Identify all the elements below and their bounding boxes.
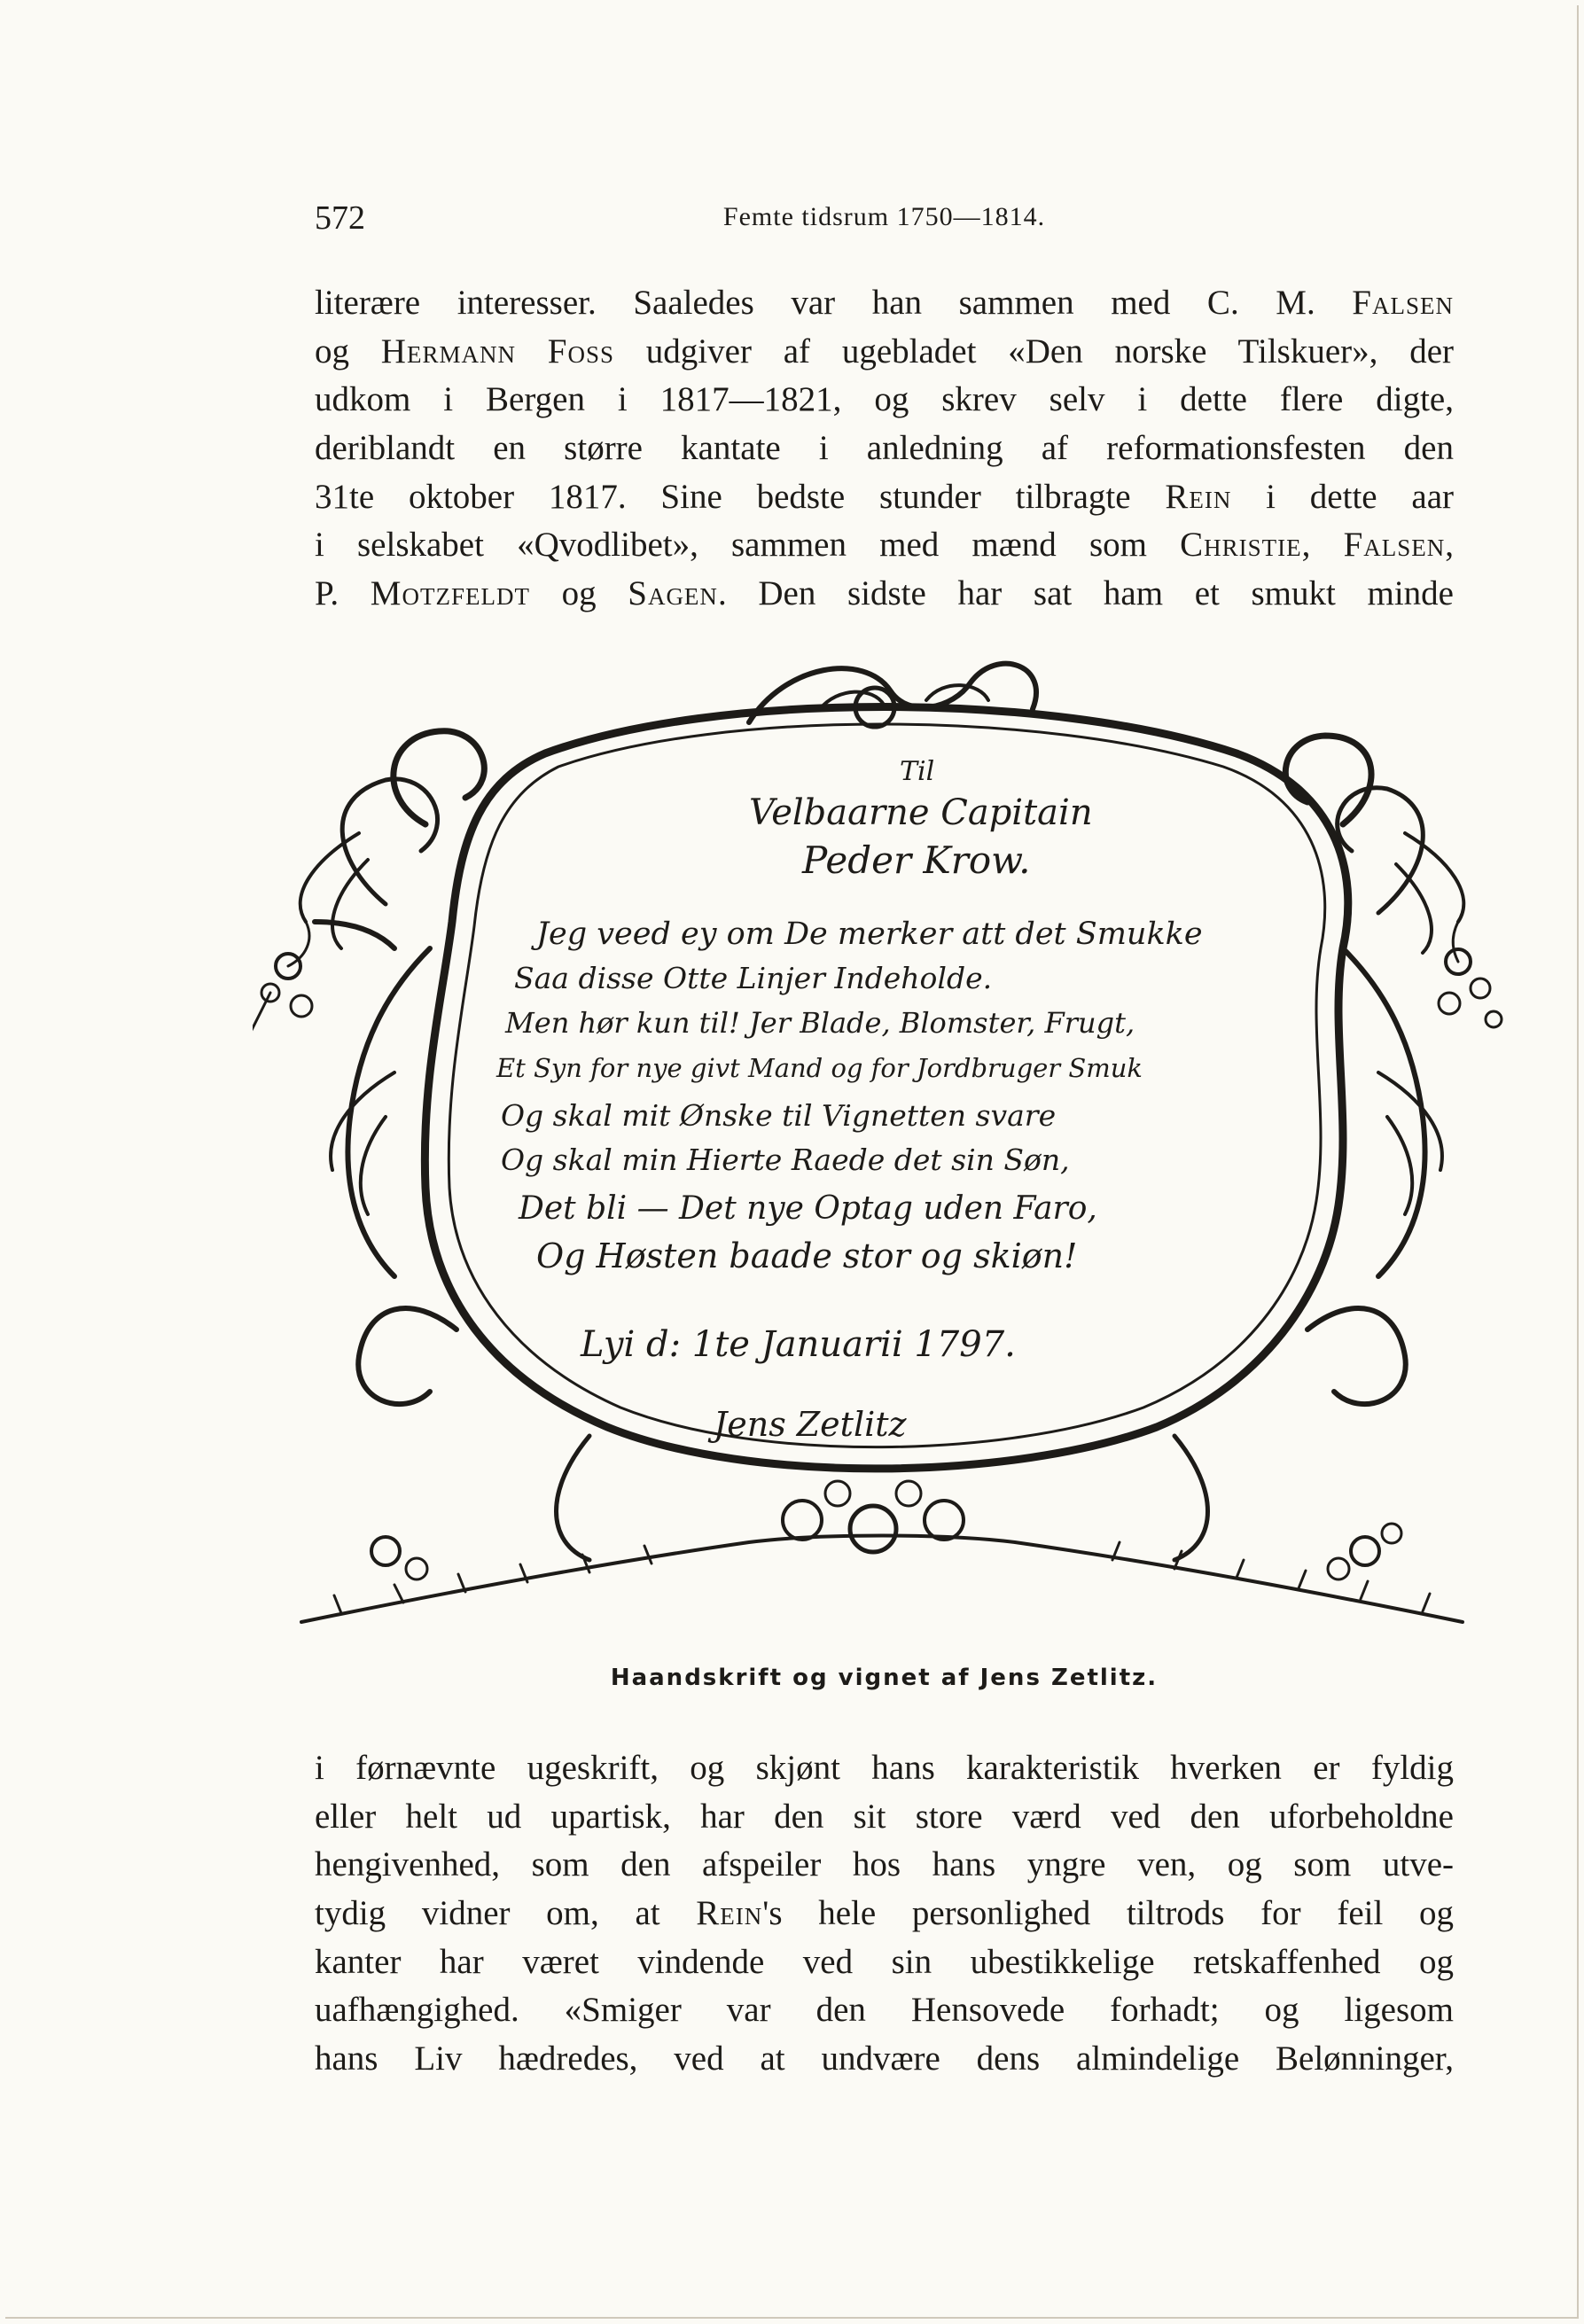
text-line: eller helt ud upartisk, har den sit store værd ved den uforbeholdne [315, 1797, 1454, 1836]
text-line: hengivenhed, som den afspeiler hos hans yngre ven, og som utve- [315, 1845, 1454, 1884]
running-head [315, 193, 1454, 243]
running-title: Femte tidsrum 1750—1814. [722, 202, 1046, 231]
text-line: uafhængighed. «Smiger var den Hensovede forhadt; og ligesom [315, 1991, 1454, 2030]
manuscript-line: Og skal min Hierte Raede det sin Søn, [501, 1143, 1070, 1177]
manuscript-line: Lyi d: 1te Januarii 1797. [581, 1324, 1016, 1365]
text-line: udkom i Bergen i 1817—1821, og skrev selv i dette flere digte, [315, 380, 1454, 419]
page-number: 572 [315, 199, 365, 237]
text-line: kanter har været vindende ved sin ubestikkelige retskaffenhed og [315, 1942, 1454, 1981]
text-line: i selskabet «Qvodlibet», sammen med mænd som Christie, Falsen, [315, 526, 1454, 565]
manuscript-line: Velbaarne Capitain [749, 792, 1093, 833]
paragraph-bottom [315, 1744, 1454, 2084]
manuscript-line: Saa disse Otte Linjer Indeholde. [514, 961, 993, 995]
manuscript-line: Jeg veed ey om De merker att det Smukke [536, 916, 1203, 952]
text-line: tydig vidner om, at Rein's hele personlighed tiltrods for feil og [315, 1894, 1454, 1933]
text-line: literære interesser. Saaledes var han sammen med C. M. Falsen [315, 284, 1454, 322]
text-line: i førnævnte ugeskrift, og skjønt hans karakteristik hverken er fyldig [315, 1749, 1454, 1787]
text-line: P. Motzfeldt og Sagen. Den sidste har sat ham et smukt minde [315, 574, 1454, 613]
manuscript-line: Og Høsten baade stor og skiøn! [536, 1236, 1078, 1275]
paragraph-top [315, 279, 1454, 619]
manuscript-line: Men hør kun til! Jer Blade, Blomster, Frugt, [505, 1006, 1135, 1040]
text-line: deriblandt en større kantate i anledning af reformationsfesten den [315, 429, 1454, 468]
manuscript-line: Peder Krow. [802, 838, 1031, 882]
manuscript-signature: Jens Zetlitz [714, 1405, 907, 1444]
text-line: hans Liv hædredes, ved at undvære dens almindelige Belønninger, [315, 2039, 1454, 2078]
figure-caption: Haandskrift og vignet af Jens Zetlitz. [610, 1665, 1159, 1691]
vignette-illustration [253, 656, 1511, 1657]
text-line: og Hermann Foss udgiver af ugebladet «Den norske Tilskuer», der [315, 331, 1454, 370]
text-line: 31te oktober 1817. Sine bedste stunder tilbragte Rein i dette aar [315, 477, 1454, 516]
manuscript-line: Til [900, 756, 935, 787]
manuscript-line: Og skal mit Ønske til Vignetten svare [501, 1098, 1057, 1133]
ornamental-frame-drawing [253, 656, 1511, 1657]
manuscript-line: Det bli — Det nye Optag uden Faro, [519, 1190, 1097, 1227]
manuscript-line: Et Syn for nye givt Mand og for Jordbruger Smuk [496, 1053, 1143, 1083]
